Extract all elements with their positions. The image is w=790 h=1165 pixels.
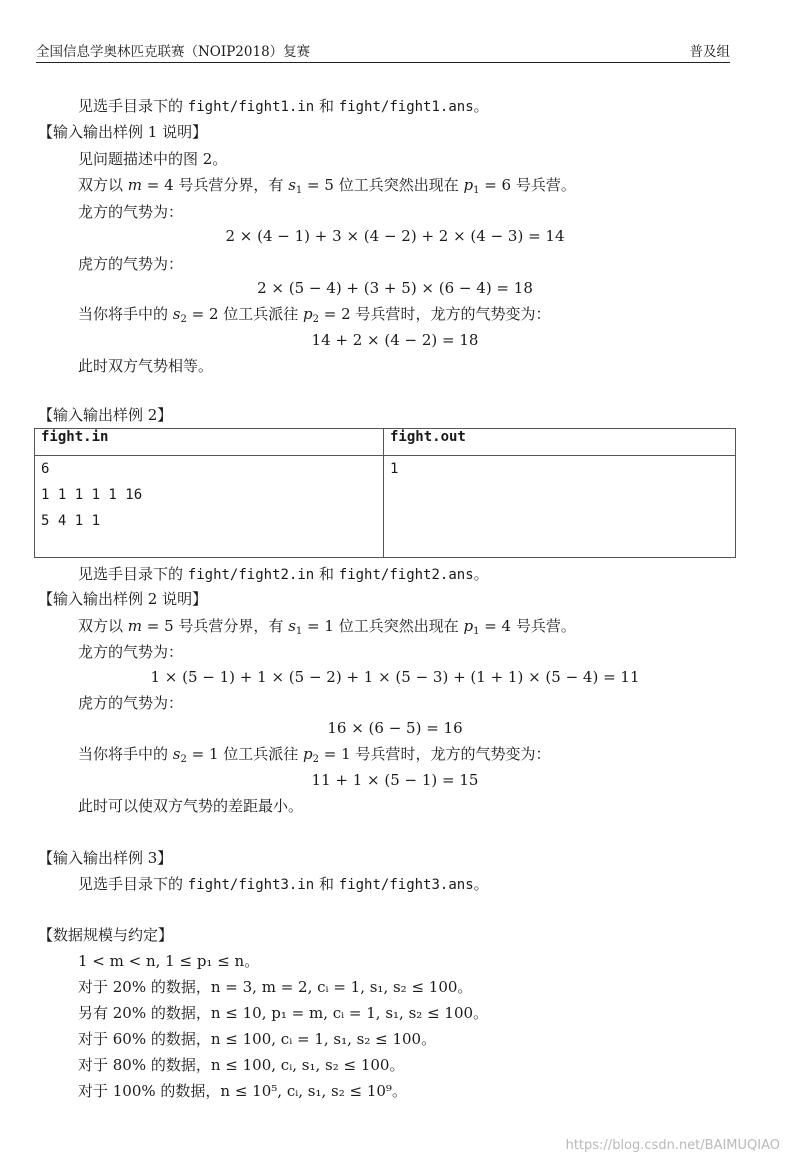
text-fragment: m: [127, 617, 143, 635]
group-label: 普及组: [689, 44, 730, 60]
text-fragment: 双方以: [78, 176, 128, 194]
text-fragment: = 1 位工兵派往: [186, 745, 304, 763]
watermark: https://blog.csdn.net/BAIMUQIAO: [565, 1138, 780, 1153]
output-line: 1: [390, 461, 399, 477]
page-header: [36, 40, 730, 63]
text-fragment: 双方以: [78, 617, 128, 635]
text-fragment: 1: [473, 626, 480, 637]
text-fragment: fight/fight1.in: [187, 99, 315, 115]
sample1-dragon-label: 龙方的气势为：: [78, 203, 184, 221]
text-fragment: 见选手目录下的: [78, 875, 188, 893]
input-column-header: fight.in: [35, 429, 384, 456]
text-fragment: = 5 号兵营分界，有: [142, 617, 289, 635]
input-line: 1 1 1 1 1 16: [41, 487, 143, 503]
sample1-explanation-title: 【输入输出样例 1 说明】: [38, 123, 208, 141]
text-fragment: 2: [180, 314, 187, 325]
text-fragment: 当你将手中的: [78, 745, 173, 763]
constraint-line: 对于 20% 的数据，n = 3, m = 2, cᵢ = 1, s₁, s₂ ≤ 100。: [78, 978, 473, 996]
text-fragment: 1: [295, 185, 303, 196]
constraint-line: 对于 100% 的数据，n ≤ 10⁵, cᵢ, s₁, s₂ ≤ 10⁹。: [78, 1082, 407, 1100]
text-fragment: 见选手目录下的: [78, 565, 188, 583]
text-fragment: = 1 位工兵突然出现在: [302, 617, 464, 635]
input-line: 5 4 1 1: [41, 513, 101, 529]
sample1-tiger-equation: 2 × (5 − 4) + (3 + 5) × (6 − 4) = 18: [257, 279, 533, 297]
input-line: 6: [41, 461, 50, 477]
sample1-dragon-equation: 2 × (4 − 1) + 3 × (4 − 2) + 2 × (4 − 3) = 14: [225, 227, 565, 245]
text-fragment: 1: [473, 185, 480, 196]
text-fragment: = 5 位工兵突然出现在: [302, 176, 464, 194]
sample1-result-equation: 14 + 2 × (4 − 2) = 18: [311, 331, 479, 349]
constraint-line: 对于 80% 的数据，n ≤ 100, cᵢ, s₁, s₂ ≤ 100。: [78, 1056, 405, 1074]
text-fragment: p: [303, 745, 313, 763]
constraint-line: 另有 20% 的数据，n ≤ 10, p₁ = m, cᵢ = 1, s₁, s₂ ≤ 100。: [78, 1004, 489, 1022]
text-fragment: 见选手目录下的: [78, 97, 188, 115]
text-fragment: 和: [314, 875, 339, 893]
sample1-conclusion: 此时双方气势相等。: [78, 357, 214, 375]
text-fragment: = 4 号兵营分界，有: [142, 176, 289, 194]
sample2-explanation-title: 【输入输出样例 2 说明】: [38, 590, 208, 608]
sample2-move-line: [78, 744, 550, 764]
output-cell: [384, 456, 736, 558]
text-fragment: p: [303, 305, 313, 323]
text-fragment: fight/fight2.ans: [338, 567, 474, 583]
text-fragment: = 6 号兵营。: [479, 176, 576, 194]
text-fragment: 当你将手中的: [78, 305, 173, 323]
text-fragment: 2: [312, 314, 320, 325]
text-fragment: m: [127, 176, 143, 194]
constraints-title: 【数据规模与约定】: [38, 926, 174, 944]
text-fragment: = 2 位工兵派往: [186, 305, 304, 323]
sample2-dragon-label: 龙方的气势为：: [78, 643, 184, 661]
text-fragment: s: [172, 305, 181, 323]
text-fragment: 。: [473, 875, 489, 893]
text-fragment: fight/fight3.in: [187, 877, 315, 893]
sample2-dragon-equation: 1 × (5 − 1) + 1 × (5 − 2) + 1 × (5 − 3) + (1 + 1) × (5 − 4) = 11: [150, 668, 640, 686]
text-fragment: 。: [473, 97, 489, 115]
text-fragment: s: [288, 176, 296, 194]
text-fragment: fight/fight3.ans: [338, 877, 474, 893]
text-fragment: s: [172, 745, 181, 763]
sample1-setup-line: [78, 175, 576, 195]
sample1-tiger-label: 虎方的气势为：: [78, 255, 184, 273]
sample2-tiger-equation: 16 × (6 − 5) = 16: [327, 719, 463, 737]
output-column-header: fight.out: [384, 429, 736, 456]
sample3-files-line: [78, 874, 489, 895]
constraint-line: 1 < m < n, 1 ≤ p₁ ≤ n。: [78, 952, 260, 970]
text-fragment: p: [463, 617, 474, 635]
text-fragment: = 1 号兵营时，龙方的气势变为：: [319, 745, 551, 763]
text-fragment: fight/fight2.in: [187, 567, 315, 583]
contest-title: 全国信息学奥林匹克联赛（NOIP2018）复赛: [36, 44, 311, 60]
sample3-title: 【输入输出样例 3】: [38, 849, 173, 867]
text-fragment: = 2 号兵营时，龙方的气势变为：: [319, 305, 551, 323]
sample2-title: 【输入输出样例 2】: [38, 406, 173, 424]
sample2-tiger-label: 虎方的气势为：: [78, 694, 184, 712]
sample1-move-line: [78, 304, 550, 324]
text-fragment: 和: [314, 565, 339, 583]
text-fragment: p: [463, 176, 474, 194]
text-fragment: 2: [312, 754, 320, 765]
input-cell: [35, 456, 384, 558]
sample2-files-line: [78, 564, 489, 585]
text-fragment: = 4 号兵营。: [479, 617, 576, 635]
text-fragment: 1: [295, 626, 303, 637]
sample2-result-equation: 11 + 1 × (5 − 1) = 15: [311, 771, 479, 789]
sample1-see-figure: 见问题描述中的图 2。: [78, 150, 228, 168]
text-fragment: 和: [314, 97, 339, 115]
text-fragment: s: [288, 617, 296, 635]
sample2-setup-line: [78, 616, 576, 636]
sample2-io-table: [34, 428, 736, 558]
constraint-line: 对于 60% 的数据，n ≤ 100, cᵢ = 1, s₁, s₂ ≤ 100。: [78, 1030, 437, 1048]
text-fragment: 2: [180, 754, 187, 765]
text-fragment: fight/fight1.ans: [338, 99, 474, 115]
sample2-conclusion: 此时可以使双方气势的差距最小。: [78, 797, 304, 815]
text-fragment: 。: [473, 565, 489, 583]
sample1-files-line: [78, 96, 489, 117]
